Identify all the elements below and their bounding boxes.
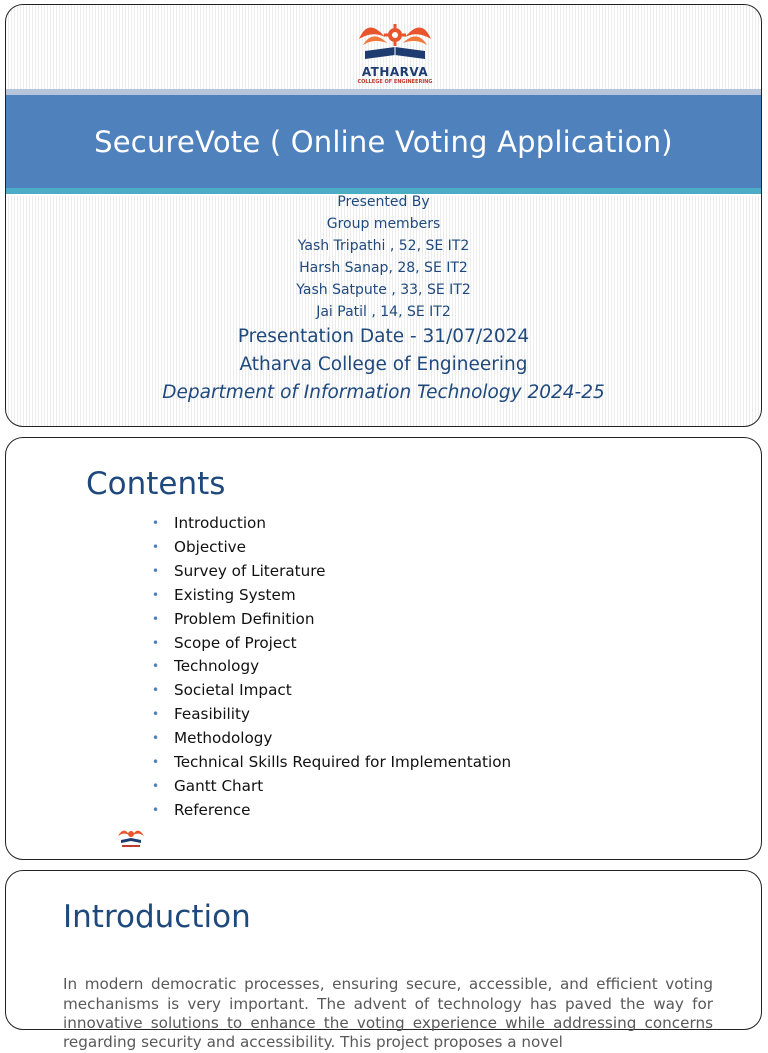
- bullet-icon: •: [152, 731, 160, 746]
- contents-item: [152, 536, 511, 560]
- contents-item-label: Introduction: [174, 514, 266, 532]
- contents-item-label: Societal Impact: [174, 681, 292, 700]
- contents-heading: Contents: [86, 466, 226, 502]
- bullet-icon: •: [152, 563, 160, 578]
- contents-item-label: Technology: [174, 657, 260, 676]
- bullet-icon: •: [152, 755, 160, 770]
- small-college-logo-icon: [116, 826, 146, 850]
- contents-item: [152, 799, 511, 823]
- college-logo: [351, 15, 439, 90]
- title-band: [6, 95, 761, 188]
- presentation-date: Presentation Date - 31/07/2024: [237, 326, 530, 347]
- logo-name: ATHARVA: [361, 65, 429, 79]
- contents-item-label: Methodology: [174, 729, 273, 748]
- bullet-icon: •: [152, 635, 160, 650]
- contents-item: [152, 703, 511, 727]
- presenters-block: [6, 191, 761, 407]
- bullet-icon: •: [152, 516, 160, 530]
- contents-slide: [5, 437, 762, 860]
- presentation-title: SecureVote ( Online Voting Application): [94, 124, 673, 159]
- contents-item: [152, 679, 511, 703]
- contents-item-label: Feasibility: [174, 705, 250, 724]
- contents-item: [152, 775, 511, 799]
- bullet-icon: •: [152, 659, 160, 674]
- bullet-icon: •: [152, 778, 160, 793]
- contents-item-label: Existing System: [174, 585, 296, 604]
- contents-item: [152, 632, 511, 656]
- group-members-label: Group members: [326, 216, 441, 232]
- presented-by-label: Presented By: [337, 194, 430, 210]
- introduction-body: In modern democratic processes, ensuring secure, accessible, and efficient voting mechanisms is very important. The advent of technology has paved the way for innovative solutions to enhance the voting experience while addressing concerns regarding security and accessibility. This project proposes a novel: [63, 975, 713, 1052]
- bullet-icon: •: [152, 539, 160, 554]
- logo-subtitle: COLLEGE OF ENGINEERING: [357, 79, 433, 85]
- college-name: Atharva College of Engineering: [239, 354, 528, 375]
- contents-item: [152, 751, 511, 775]
- member-name: Yash Satpute , 33, SE IT2: [296, 282, 471, 298]
- logo-emblem-icon: [351, 15, 439, 67]
- contents-item-label: Problem Definition: [174, 609, 315, 628]
- contents-list: [152, 512, 511, 823]
- contents-item: [152, 655, 511, 679]
- member-name: Yash Tripathi , 52, SE IT2: [297, 238, 470, 254]
- introduction-heading: Introduction: [63, 899, 251, 935]
- contents-item-label: Reference: [174, 800, 251, 819]
- bullet-icon: •: [152, 683, 160, 698]
- introduction-slide: [5, 870, 762, 1052]
- contents-item: [152, 608, 511, 632]
- member-name: Jai Patil , 14, SE IT2: [316, 304, 451, 320]
- contents-item-label: Gantt Chart: [174, 776, 264, 795]
- contents-item-label: Technical Skills Required for Implementation: [174, 753, 512, 772]
- contents-item: [152, 512, 511, 536]
- contents-item: [152, 727, 511, 751]
- contents-item: [152, 560, 511, 584]
- bullet-icon: •: [152, 611, 160, 626]
- contents-item-label: Survey of Literature: [174, 561, 326, 580]
- contents-item: [152, 584, 511, 608]
- title-slide: [5, 4, 762, 427]
- department-name: Department of Information Technology 2024-25: [162, 382, 605, 403]
- contents-item-label: Objective: [174, 537, 247, 556]
- bullet-icon: •: [152, 587, 160, 602]
- contents-item-label: Scope of Project: [174, 633, 297, 652]
- bullet-icon: •: [152, 707, 160, 722]
- member-name: Harsh Sanap, 28, SE IT2: [299, 260, 468, 276]
- bullet-icon: •: [152, 802, 160, 817]
